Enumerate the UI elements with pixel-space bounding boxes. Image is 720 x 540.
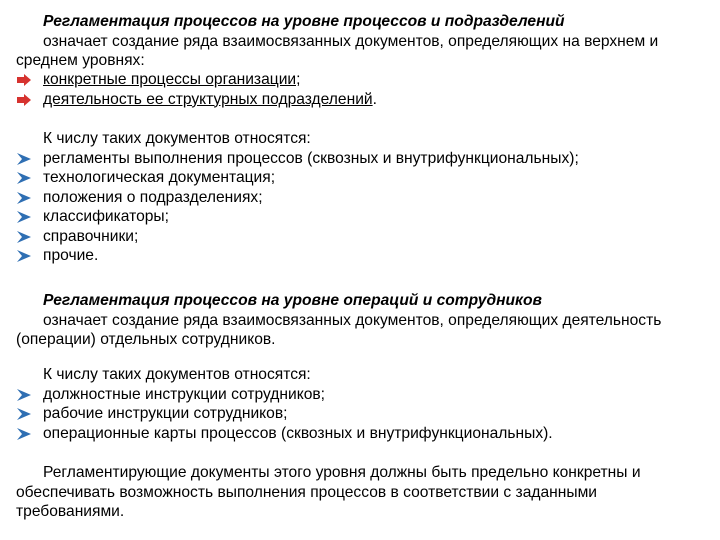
chevron-right-icon bbox=[16, 388, 32, 402]
documents-list-1 bbox=[16, 129, 706, 266]
list-item: регламенты выполнения процессов (сквозных и внутрифункциональных); bbox=[16, 149, 706, 169]
list1-intro: К числу таких документов относятся: bbox=[43, 130, 311, 147]
chevron-right-icon bbox=[16, 407, 32, 421]
arrow-right-icon bbox=[16, 73, 32, 87]
list-item: должностные инструкции сотрудников; bbox=[16, 385, 706, 405]
list-item: деятельность ее структурных подразделений. bbox=[16, 90, 706, 110]
list-item: положения о подразделениях; bbox=[16, 188, 706, 208]
section2-title: Регламентация процессов на уровне операций и сотрудников bbox=[43, 292, 542, 309]
list-item: операционные карты процессов (сквозных и внутрифункциональных). bbox=[16, 424, 706, 444]
chevron-right-icon bbox=[16, 171, 32, 185]
chevron-right-icon bbox=[16, 427, 32, 441]
list2-intro: К числу таких документов относятся: bbox=[43, 366, 311, 383]
chevron-right-icon bbox=[16, 230, 32, 244]
chevron-right-icon bbox=[16, 191, 32, 205]
documents-list-2 bbox=[16, 365, 706, 443]
arrow-right-icon bbox=[16, 93, 32, 107]
list-item: конкретные процессы организации; bbox=[16, 70, 706, 90]
list-item: справочники; bbox=[16, 227, 706, 247]
section1-text: означает создание ряда взаимосвязанных документов, определяющих на верхнем и среднем уровнях: bbox=[16, 32, 659, 69]
section1-title: Регламентация процессов на уровне процессов и подразделений bbox=[43, 13, 565, 30]
closing-block bbox=[16, 463, 706, 522]
list-item: классификаторы; bbox=[16, 207, 706, 227]
chevron-right-icon bbox=[16, 152, 32, 166]
list-item: рабочие инструкции сотрудников; bbox=[16, 404, 706, 424]
list-item: технологическая документация; bbox=[16, 168, 706, 188]
chevron-right-icon bbox=[16, 249, 32, 263]
closing-text: Регламентирующие документы этого уровня должны быть предельно конкретны и обеспечивать возможность выполнения процессов в соответствии с заданными требованиями. bbox=[16, 464, 641, 520]
chevron-right-icon bbox=[16, 210, 32, 224]
section2-block bbox=[16, 291, 706, 350]
section1-list bbox=[16, 70, 706, 109]
section2-text: означает создание ряда взаимосвязанных документов, определяющих деятельность (операции) отдельных сотрудников. bbox=[16, 311, 662, 348]
list-item: прочие. bbox=[16, 246, 706, 266]
section1-block bbox=[16, 12, 706, 71]
